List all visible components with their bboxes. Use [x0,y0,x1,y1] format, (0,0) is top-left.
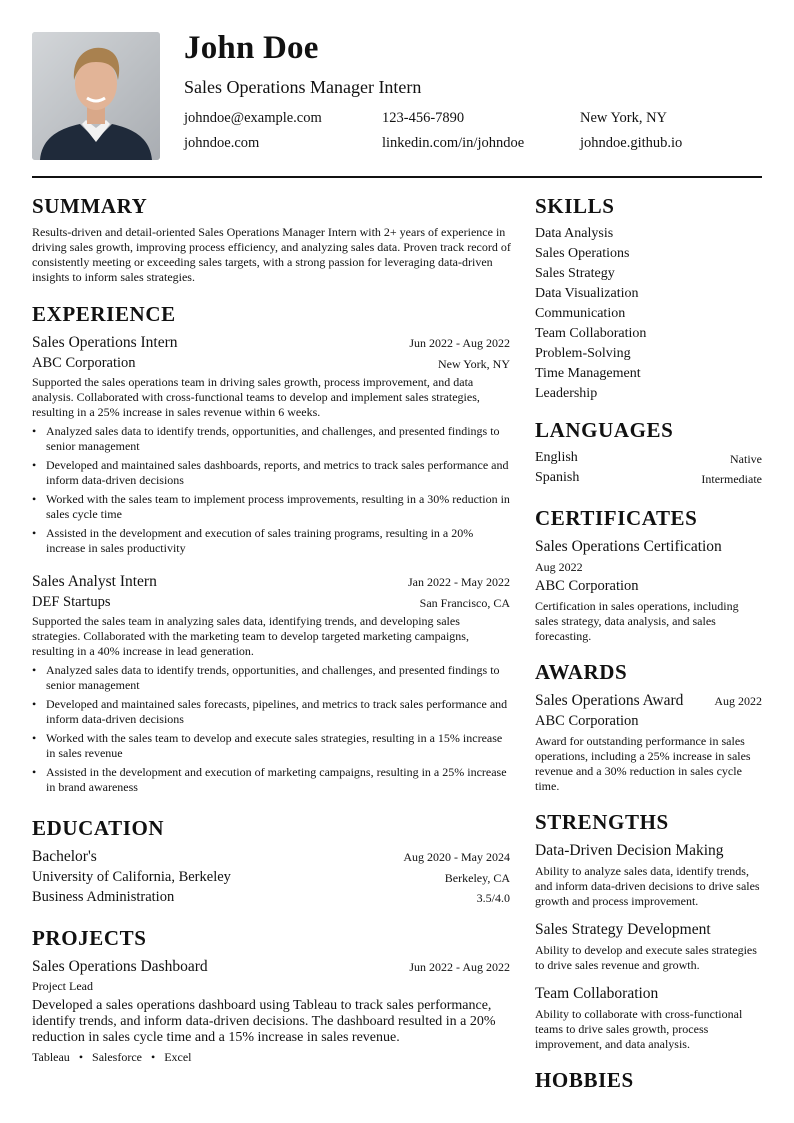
tool-separator: • [78,1050,84,1064]
summary-text: Results-driven and detail-oriented Sales Operations Manager Intern with 2+ years of experience in driving sales growth, improving process efficiency, and analyzing sales data. Proven track record of consistently meeting or exceeding sales targets, with a strong passion for leveraging data-driven insights to inform sales strategies. [32,225,511,284]
tool-tag: Salesforce [92,1050,142,1064]
language-level: Native [730,452,762,466]
tool-tag: Excel [164,1050,192,1064]
project-name: Sales Operations Dashboard [32,958,208,975]
job-company: ABC Corporation [32,355,136,371]
project-role: Project Lead [32,979,93,993]
education-dates: Aug 2020 - May 2024 [403,850,510,864]
award-description: Award for outstanding performance in sales operations, including a 25% increase in sales revenue and a 30% reduction in sales cycle time. [535,734,751,793]
job-bullet-list [32,424,510,560]
list-item: • Worked with the sales team to implement process improvements, resulting in a 30% reduction in sales cycle time [32,492,510,522]
list-item: • Assisted in the development and execution of sales training programs, resulting in a 20% increase in sales productivity [32,526,510,556]
summary-heading: SUMMARY [32,194,148,218]
school-name: University of California, Berkeley [32,869,231,885]
language-name: English [535,450,578,465]
tool-separator: • [151,1050,156,1064]
skill-item: Time Management [535,366,641,381]
strength-name: Sales Strategy Development [535,921,711,938]
education-heading: EDUCATION [32,816,165,840]
candidate-name: John Doe [184,30,319,66]
skill-item: Data Analysis [535,226,614,241]
job-title: Sales Analyst Intern [32,573,157,590]
skill-item: Data Visualization [535,286,639,301]
certificates-heading: CERTIFICATES [535,506,698,530]
award-issuer: ABC Corporation [535,713,639,729]
languages-heading: LANGUAGES [535,418,674,442]
list-item: • Developed and maintained sales forecasts, pipelines, and metrics to track sales performance and inform data-driven decisions [32,697,510,727]
language-name: Spanish [535,470,580,485]
job-dates: Jun 2022 - Aug 2022 [409,336,510,350]
award-name: Sales Operations Award [535,692,684,709]
skill-item: Communication [535,306,626,321]
skill-item: Problem-Solving [535,346,631,361]
tool-tag: Tableau [32,1050,70,1064]
job-description: Supported the sales team in analyzing sales data, identifying trends, and developing sales strategies. Collaborated with the marketing team to develop targeted marketing campaigns, resulting in a 40% increase in lead generation. [32,614,469,658]
job-dates: Jan 2022 - May 2022 [408,575,510,589]
job-company: DEF Startups [32,594,111,610]
hobbies-heading: HOBBIES [535,1068,634,1092]
certificate-name: Sales Operations Certification [535,538,722,555]
language-level: Intermediate [701,472,762,486]
certificate-description: Certification in sales operations, including sales strategy, data analysis, and sales forecasting. [535,599,739,643]
job-location: San Francisco, CA [419,596,510,610]
skill-item: Leadership [535,386,598,401]
projects-heading: PROJECTS [32,926,147,950]
list-item: • Developed and maintained sales dashboards, reports, and metrics to track sales performance and inform data-driven decisions [32,458,510,488]
strength-description: Ability to analyze sales data, identify trends, and inform data-driven decisions to drive sales growth and process improvement. [535,864,760,908]
skill-item: Sales Strategy [535,266,615,281]
project-description: Developed a sales operations dashboard using Tableau to track sales performance, identify trends, and inform data-driven decisions. The dashboard resulted in a 20% reduction in sales cycle time and a 15% increase in sales revenue. [32,998,496,1045]
project-tools [32,1050,192,1065]
strengths-heading: STRENGTHS [535,810,669,834]
school-location: Berkeley, CA [444,871,510,885]
phone-number[interactable]: 123-456-7890 [382,110,465,126]
website-link[interactable]: johndoe.com [184,135,260,151]
strength-description: Ability to develop and execute sales strategies to drive sales revenue and growth. [535,943,757,972]
skill-item: Sales Operations [535,246,630,261]
certificate-issuer: ABC Corporation [535,578,639,594]
strength-name: Data-Driven Decision Making [535,842,724,859]
header-divider [32,176,762,178]
list-item: • Assisted in the development and execution of marketing campaigns, resulting in a 25% increase in brand awareness [32,765,510,795]
field-of-study: Business Administration [32,889,175,905]
list-item: • Worked with the sales team to develop and execute sales strategies, resulting in a 15% increase in sales revenue [32,731,510,761]
github-link[interactable]: johndoe.github.io [580,135,683,151]
skill-item: Team Collaboration [535,326,647,341]
job-title: Sales Operations Intern [32,334,178,351]
degree: Bachelor's [32,848,97,865]
strength-name: Team Collaboration [535,985,659,1002]
profile-photo [32,32,160,160]
project-dates: Jun 2022 - Aug 2022 [409,960,510,974]
certificate-date: Aug 2022 [535,560,583,574]
strength-description: Ability to collaborate with cross-functional teams to drive sales growth, process improvement, and data analysis. [535,1007,743,1051]
experience-heading: EXPERIENCE [32,302,176,326]
job-location: New York, NY [437,357,510,371]
person-portrait-icon [32,32,160,160]
email-link[interactable]: johndoe@example.com [184,110,322,126]
gpa: 3.5/4.0 [476,891,510,905]
candidate-title: Sales Operations Manager Intern [184,77,422,97]
job-bullet-list [32,663,510,799]
linkedin-link[interactable]: linkedin.com/in/johndoe [382,135,525,151]
location: New York, NY [580,110,668,126]
skills-heading: SKILLS [535,194,615,218]
award-date: Aug 2022 [714,694,762,708]
job-description: Supported the sales operations team in driving sales growth, process improvement, and data analysis. Collaborated with cross-functional teams to develop and implement sales strategies, resulting in a 25% increase in sales revenue within 6 weeks. [32,375,480,419]
list-item: • Analyzed sales data to identify trends, opportunities, and challenges, and presented findings to senior management [32,663,510,693]
list-item: • Analyzed sales data to identify trends, opportunities, and challenges, and presented findings to senior management [32,424,510,454]
awards-heading: AWARDS [535,660,628,684]
